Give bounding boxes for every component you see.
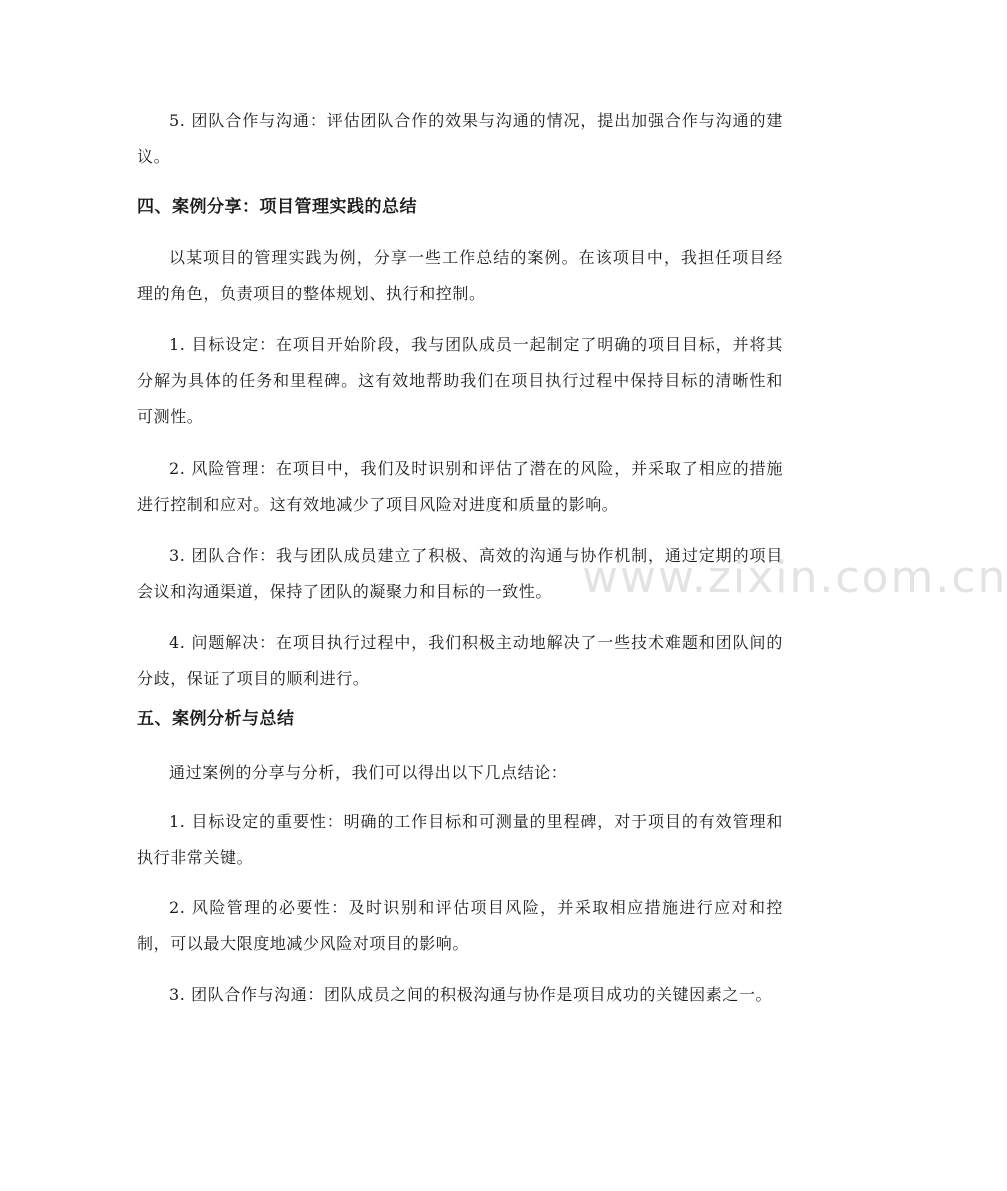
section-heading-5: 五、案例分析与总结 bbox=[137, 709, 295, 729]
watermark: www.zixin.com.cn bbox=[582, 552, 1007, 603]
paragraph-conclusion-goal: 1. 目标设定的重要性：明确的工作目标和可测量的里程碑，对于项目的有效管理和执行非常关键。 bbox=[137, 812, 783, 867]
paragraph-conclusion-teamwork: 3. 团队合作与沟通：团队成员之间的积极沟通与协作是项目成功的关键因素之一。 bbox=[169, 985, 773, 1004]
paragraph-team-communication-intro: 5. 团队合作与沟通：评估团队合作的效果与沟通的情况，提出加强合作与沟通的建议。 bbox=[137, 111, 783, 166]
paragraph-risk-management: 2. 风险管理：在项目中，我们及时识别和评估了潜在的风险，并采取了相应的措施进行控制和应对。这有效地减少了项目风险对进度和质量的影响。 bbox=[137, 459, 783, 514]
paragraph-goal-setting: 1. 目标设定：在项目开始阶段，我与团队成员一起制定了明确的项目目标，并将其分解为具体的任务和里程碑。这有效地帮助我们在项目执行过程中保持目标的清晰性和可测性。 bbox=[137, 335, 783, 426]
paragraph-case-intro: 以某项目的管理实践为例，分享一些工作总结的案例。在该项目中，我担任项目经理的角色，负责项目的整体规划、执行和控制。 bbox=[137, 248, 783, 303]
paragraph-problem-solving: 4. 问题解决：在项目执行过程中，我们积极主动地解决了一些技术难题和团队间的分歧，保证了项目的顺利进行。 bbox=[137, 633, 783, 688]
paragraph-teamwork: 3. 团队合作：我与团队成员建立了积极、高效的沟通与协作机制，通过定期的项目会议和沟通渠道，保持了团队的凝聚力和目标的一致性。 bbox=[137, 546, 783, 601]
paragraph-conclusion-intro: 通过案例的分享与分析，我们可以得出以下几点结论： bbox=[169, 763, 568, 782]
section-heading-4: 四、案例分享：项目管理实践的总结 bbox=[137, 197, 417, 217]
paragraph-conclusion-risk: 2. 风险管理的必要性：及时识别和评估项目风险，并采取相应措施进行应对和控制，可以最大限度地减少风险对项目的影响。 bbox=[137, 898, 783, 953]
